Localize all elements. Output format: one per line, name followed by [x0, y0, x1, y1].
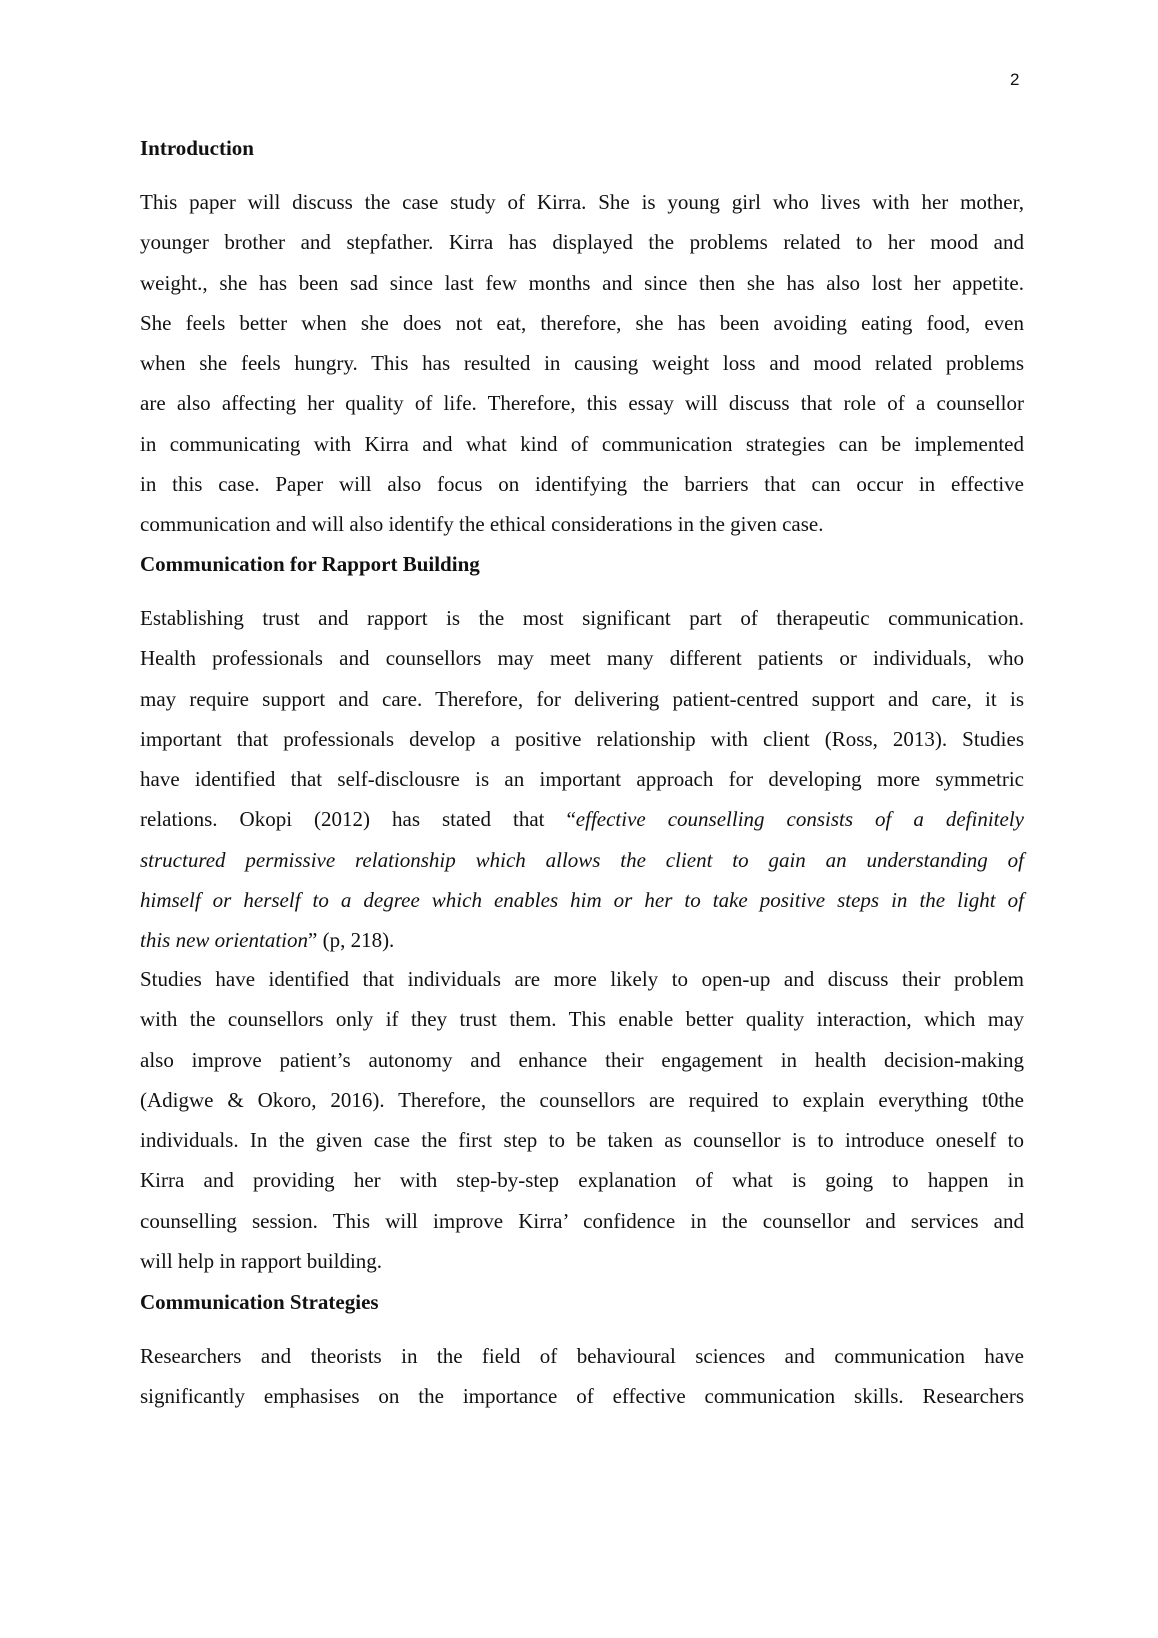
text-line: may require support and care. Therefore, for delivering patient-centred support and care, it is	[140, 686, 1024, 711]
quote-text: effective counselling consists of a definitely	[575, 807, 1024, 832]
text-line: (Adigwe & Okoro, 2016). Therefore, the counsellors are required to explain everything t0the	[140, 1087, 1024, 1112]
quote-text: structured permissive relationship which allows the client to gain an understanding of	[140, 847, 1024, 872]
text-line: Researchers and theorists in the field of behavioural sciences and communication have	[140, 1344, 1024, 1368]
text-line: significantly emphasises on the importance of effective communication skills. Researchers	[140, 1384, 1024, 1409]
quote-intro: relations. Okopi (2012) has stated that “	[140, 807, 576, 832]
quote-text: himself or herself to a degree which enables him or her to take positive steps in the light of	[140, 888, 1024, 913]
quote-line	[140, 846, 1024, 874]
heading-rapport-building: Communication for Rapport Building	[140, 552, 480, 576]
text-line: communication and will also identify the ethical considerations in the given case.	[140, 512, 824, 537]
text-line: will help in rapport building.	[140, 1249, 383, 1274]
page-number: 2	[1010, 70, 1020, 89]
text-line: weight., she has been sad since last few months and since then she has also lost her appetite.	[140, 270, 1024, 295]
text-line: are also affecting her quality of life. Therefore, this essay will discuss that role of a counsellor	[140, 391, 1024, 416]
paragraph-rapport-1	[140, 604, 1024, 967]
text-line: individuals. In the given case the first step to be taken as counsellor is to introduce oneself to	[140, 1128, 1024, 1153]
quote-line	[140, 805, 1024, 833]
paragraph-strategies	[140, 1342, 1024, 1423]
text-line: Kirra and providing her with step-by-step explanation of what is going to happen in	[140, 1168, 1024, 1193]
quote-text: this new orientation	[140, 928, 308, 953]
text-line: when she feels hungry. This has resulted in causing weight loss and mood related problems	[140, 351, 1024, 376]
text-line: Establishing trust and rapport is the most significant part of therapeutic communication.	[140, 606, 1024, 630]
text-line: in communicating with Kirra and what kind of communication strategies can be implemented	[140, 431, 1024, 456]
text-line: younger brother and stepfather. Kirra has displayed the problems related to her mood and	[140, 230, 1024, 255]
text-line: in this case. Paper will also focus on identifying the barriers that can occur in effective	[140, 472, 1024, 497]
text-line: counselling session. This will improve Kirra’ confidence in the counsellor and services and	[140, 1208, 1024, 1233]
quote-line	[140, 886, 1024, 914]
text-line: important that professionals develop a positive relationship with client (Ross, 2013). Studies	[140, 726, 1024, 751]
paragraph-rapport-2	[140, 965, 1024, 1287]
text-line: Studies have identified that individuals are more likely to open-up and discuss their problem	[140, 967, 1024, 991]
text-line: She feels better when she does not eat, therefore, she has been avoiding eating food, even	[140, 310, 1024, 335]
paragraph-introduction	[140, 188, 1024, 551]
text-line: with the counsellors only if they trust them. This enable better quality interaction, which may	[140, 1007, 1024, 1032]
heading-introduction: Introduction	[140, 136, 254, 160]
text-line: have identified that self-disclousre is an important approach for developing more symmetric	[140, 767, 1024, 792]
text-line: This paper will discuss the case study of Kirra. She is young girl who lives with her mother,	[140, 190, 1024, 214]
text-line: Health professionals and counsellors may meet many different patients or individuals, who	[140, 646, 1024, 671]
text-line: also improve patient’s autonomy and enhance their engagement in health decision-making	[140, 1047, 1024, 1072]
heading-communication-strategies: Communication Strategies	[140, 1290, 379, 1314]
quote-line	[140, 926, 1024, 954]
quote-citation: ” (p, 218).	[308, 928, 395, 953]
